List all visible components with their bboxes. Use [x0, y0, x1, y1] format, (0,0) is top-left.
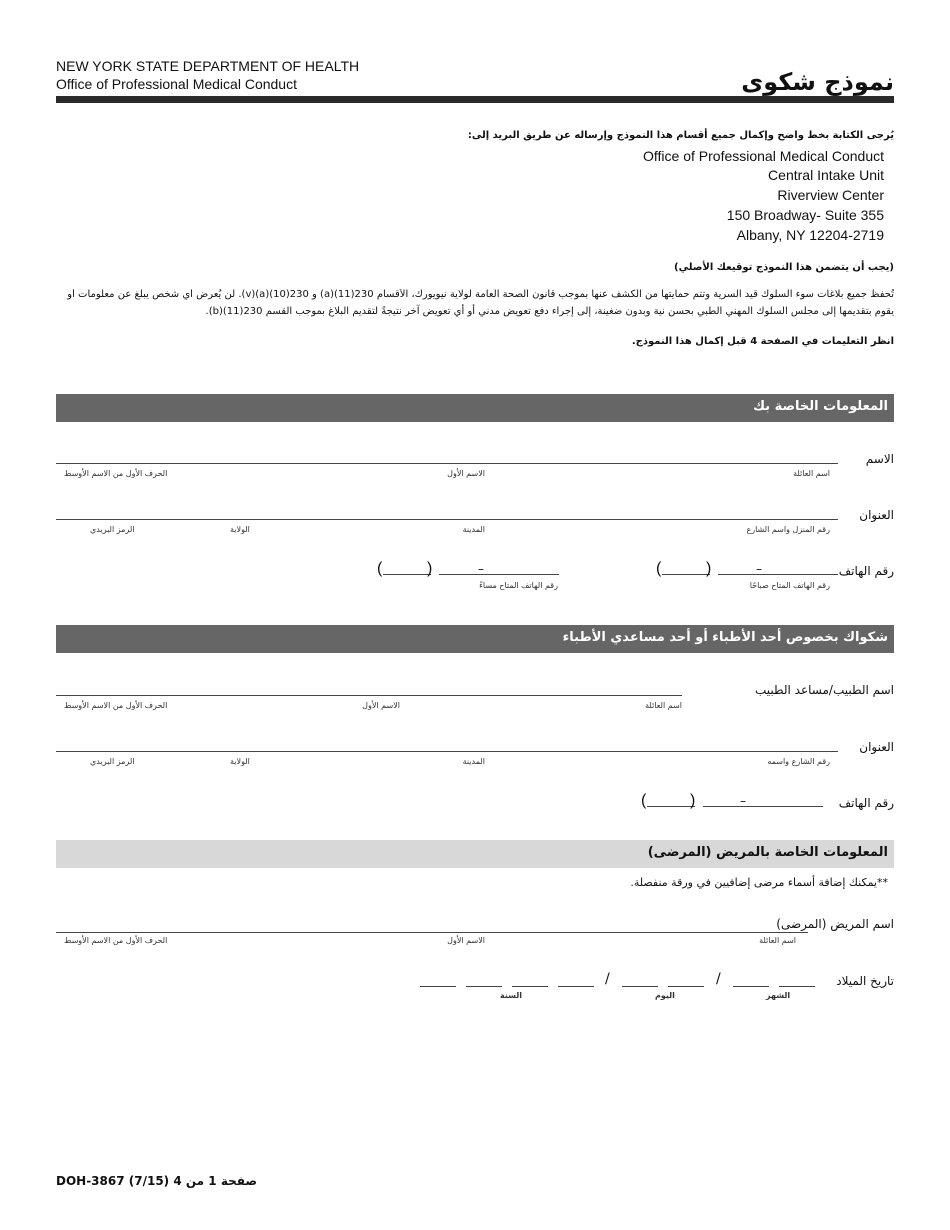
doctor-phone-label: رقم الهاتف: [838, 796, 894, 810]
evening-number-line: [439, 574, 559, 575]
paren-open: (: [641, 792, 647, 809]
dash: –: [756, 562, 762, 576]
day-digit-2: [622, 986, 658, 987]
your-address-field[interactable]: [56, 519, 838, 520]
paren-open: (: [656, 560, 662, 577]
form-id-footer: DOH-3867 (7/15) صفحة 1 من 4: [56, 1174, 257, 1188]
doctor-address-label: العنوان: [859, 740, 894, 754]
mailing-instruction: يُرجى الكتابة بخط واضح وإكمال جميع أقسام هذا النموذج وإرساله عن طريق البريد إلى:: [467, 130, 894, 141]
office-name: Office of Professional Medical Conduct: [56, 76, 297, 92]
your-middle-initial-caption: الحرف الأول من الاسم الأوسط: [64, 469, 168, 478]
day-number-line: [718, 574, 838, 575]
doctor-city-caption: المدينة: [462, 757, 485, 766]
doctor-address-field[interactable]: [56, 751, 838, 752]
doctor-number-line: [703, 806, 823, 807]
your-street-caption: رقم المنزل واسم الشارع: [746, 525, 830, 534]
day-phone-caption: رقم الهاتف المتاح صباحًا: [749, 581, 830, 590]
paren-close: ): [706, 560, 712, 577]
your-name-label: الاسم: [865, 452, 894, 466]
patient-last-name-caption: اسم العائلة: [759, 936, 796, 945]
doctor-zip-caption: الرمز البريدي: [90, 757, 135, 766]
month-digit-1: [779, 986, 815, 987]
dash: –: [478, 562, 484, 576]
patient-middle-initial-caption: الحرف الأول من الاسم الأوسط: [64, 936, 168, 945]
mail-line-3: Riverview Center: [777, 187, 884, 203]
doctor-middle-initial-caption: الحرف الأول من الاسم الأوسط: [64, 701, 168, 710]
doctor-state-caption: الولاية: [230, 757, 250, 766]
section-doctor-title: شكواك بخصوص أحد الأطباء أو أحد مساعدي الأطباء: [562, 630, 888, 645]
patient-name-label: اسم المريض (المرضى): [776, 917, 894, 931]
month-digit-2: [733, 986, 769, 987]
paren-close: ): [427, 560, 433, 577]
your-city-caption: المدينة: [462, 525, 485, 534]
section-patient-header: [56, 840, 894, 868]
agency-name: NEW YORK STATE DEPARTMENT OF HEALTH: [56, 58, 360, 74]
day-digit-1: [668, 986, 704, 987]
patient-note: **يمكنك إضافة أسماء مرضى إضافيين في ورقة منفصلة.: [630, 876, 888, 889]
mail-line-4: 150 Broadway- Suite 355: [726, 207, 884, 223]
date-separator: /: [605, 971, 610, 987]
your-first-name-caption: الاسم الأول: [447, 469, 485, 478]
section-doctor-header: [56, 625, 894, 653]
mail-line-1: Office of Professional Medical Conduct: [643, 148, 884, 164]
month-caption: الشهر: [766, 991, 791, 1000]
year-digit-1: [558, 986, 594, 987]
doctor-street-caption: رقم الشارع واسمه: [767, 757, 830, 766]
year-digit-2: [512, 986, 548, 987]
your-name-field[interactable]: [56, 463, 838, 464]
instructions-note: انظر التعليمات في الصفحة 4 قبل إكمال هذا النموذج.: [631, 336, 894, 347]
doctor-area-code-line: [647, 806, 695, 807]
day-caption: اليوم: [655, 991, 675, 1000]
mail-line-2: Central Intake Unit: [768, 167, 884, 183]
evening-area-code-line: [383, 574, 431, 575]
patient-name-field[interactable]: [56, 932, 808, 933]
signature-note: (يجب أن يتضمن هذا النموذج توقيعك الأصلي): [674, 262, 894, 273]
your-phone-label: رقم الهاتف: [838, 564, 894, 578]
dob-label: تاريخ الميلاد: [836, 974, 894, 988]
your-last-name-caption: اسم العائلة: [793, 469, 830, 478]
patient-first-name-caption: الاسم الأول: [447, 936, 485, 945]
confidentiality-line-2: يقوم بتقديمها إلى مجلس السلوك المهني الطبي بحسن نية وبدون ضغينة، إلى إجراء دفع تعويض مدني أو أي تعويض آخر نتيجةً لتقديم البلاغ بموجب القسم 230(11)(b).: [205, 306, 894, 317]
dash: –: [740, 794, 746, 808]
evening-phone-caption: رقم الهاتف المتاح مساءً: [479, 581, 558, 590]
your-zip-caption: الرمز البريدي: [90, 525, 135, 534]
paren-open: (: [377, 560, 383, 577]
mail-line-5: Albany, NY 12204-2719: [736, 227, 884, 243]
your-state-caption: الولاية: [230, 525, 250, 534]
doctor-first-name-caption: الاسم الأول: [362, 701, 400, 710]
doctor-name-field[interactable]: [56, 695, 682, 696]
confidentiality-line-1: تُحفظ جميع بلاغات سوء السلوك قيد السرية وتتم حمايتها من الكشف عنها بموجب قانون الصحة العامة لولاية نيويورك، الأقسام 230(11)(a) و 230(10)(a)(v). لن يُعرض أي شخص يبلغ عن معلومات أو: [67, 289, 894, 300]
year-digit-3: [466, 986, 502, 987]
doctor-name-label: اسم الطبيب/مساعد الطبيب: [754, 683, 894, 697]
date-separator: /: [716, 971, 721, 987]
section-your-info-header: [56, 394, 894, 422]
day-area-code-line: [662, 574, 710, 575]
year-caption: السنة: [500, 991, 523, 1000]
doctor-last-name-caption: اسم العائلة: [645, 701, 682, 710]
paren-close: ): [690, 792, 696, 809]
form-title: نموذج شكوى: [741, 68, 894, 96]
section-patient-title: المعلومات الخاصة بالمريض (المرضى): [647, 845, 888, 860]
your-address-label: العنوان: [859, 508, 894, 522]
header-rule: [56, 96, 894, 103]
section-your-info-title: المعلومات الخاصة بك: [753, 399, 888, 414]
year-digit-4: [420, 986, 456, 987]
